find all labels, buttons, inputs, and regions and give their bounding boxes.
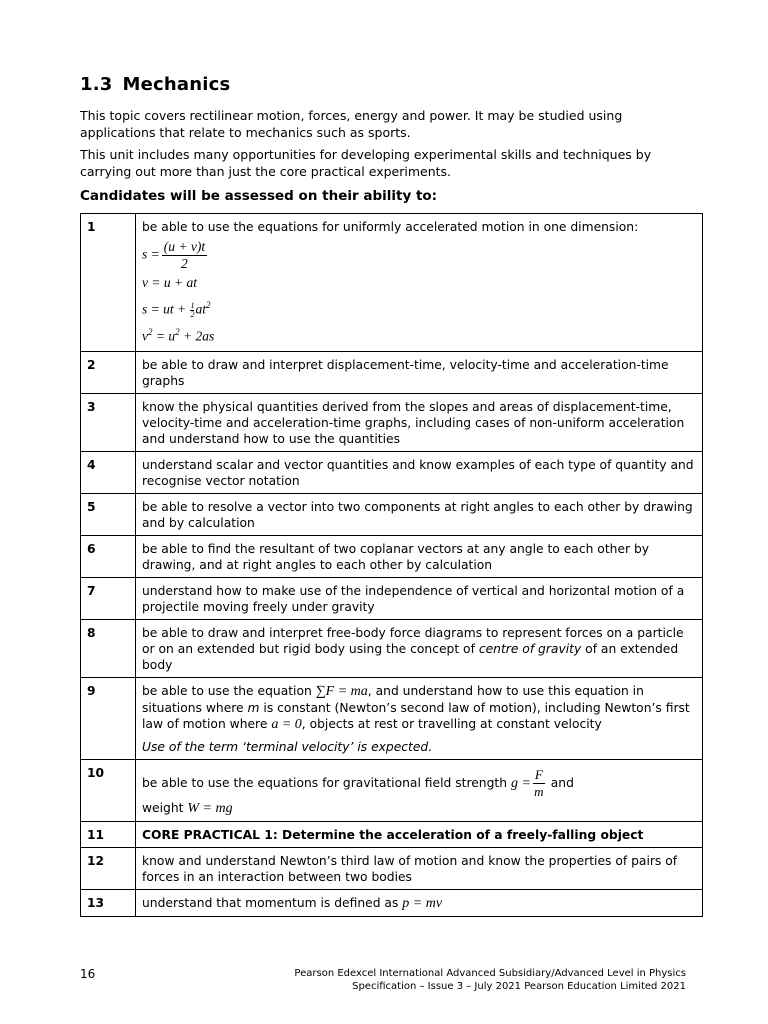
assessment-heading: Candidates will be assessed on their ability to: (80, 188, 438, 204)
table-row (81, 620, 703, 678)
table-row (81, 536, 703, 578)
row-number: 5 (81, 494, 136, 536)
table-row (81, 822, 703, 848)
row-text (136, 620, 703, 678)
row-text-part: , and understand how to use this equation in situations where (142, 684, 644, 715)
eq4-sup1: 2 (148, 326, 153, 337)
row-number: 13 (81, 890, 136, 917)
row-text-body-2 (142, 800, 696, 817)
specification-table (80, 213, 703, 917)
eq3-part-a: s = ut + (142, 301, 190, 317)
row-text: CORE PRACTICAL 1: Determine the acceleration of a freely-falling object (136, 822, 703, 848)
row-number: 6 (81, 536, 136, 578)
row-text-part: understand that momentum is defined as (142, 896, 403, 910)
intro-paragraph-2: This unit includes many opportunities for developing experimental skills and techniques by carrying out more than just the core practical experiments. (80, 147, 652, 179)
row-number: 4 (81, 452, 136, 494)
row-number: 8 (81, 620, 136, 678)
row-number: 9 (81, 678, 136, 760)
table-row (81, 760, 703, 822)
equation-s-ut (142, 294, 696, 321)
row-text-part: weight (142, 801, 188, 815)
momentum-equation: p = mv (402, 896, 443, 911)
row-text-part: of an extended body (142, 642, 679, 672)
eq4-sup2: 2 (175, 326, 180, 337)
footer-line-2: Specification – Issue 3 – July 2021 Pearson Education Limited 2021 (352, 981, 686, 992)
table-row (81, 890, 703, 917)
row-text-part: and (550, 776, 574, 790)
table-row (81, 578, 703, 620)
row-text-part: be able to use the equations for gravitational field strength (142, 776, 511, 790)
row-text-body (142, 767, 696, 800)
row-note: Use of the term ‘terminal velocity’ is expected. (142, 740, 433, 754)
page-number: 16 (80, 967, 96, 981)
zero-acceleration-equation: a = 0 (271, 717, 302, 732)
row-text: understand how to make use of the independence of vertical and horizontal motion of a projectile moving freely under gravity (136, 578, 703, 620)
eq3-half-bottom: 2 (190, 309, 195, 319)
row-text (136, 760, 703, 822)
row-number: 2 (81, 352, 136, 394)
table-row (81, 352, 703, 394)
mass-symbol: m (247, 701, 260, 715)
row-text-part: be able to draw and interpret free-body force diagrams to represent forces on a particle or on an extended but rigid body using the concept of (142, 626, 684, 656)
table-row (81, 678, 703, 760)
row-text: know and understand Newton’s third law of motion and know the properties of pairs of forces in an interaction between two bodies (136, 848, 703, 890)
row-text-emphasis: centre of gravity (478, 642, 582, 656)
eq1-numerator: (u + v)t (163, 239, 206, 254)
table-row (81, 494, 703, 536)
row-number: 12 (81, 848, 136, 890)
weight-equation: W = mg (187, 801, 233, 816)
g-fraction-bottom: m (534, 784, 544, 799)
footer-line-1: Pearson Edexcel International Advanced Subsidiary/Advanced Level in Physics (294, 968, 686, 979)
section-number: 1.3 (80, 74, 113, 95)
row-text: be able to draw and interpret displacement-time, velocity-time and acceleration-time graphs (136, 352, 703, 394)
row-number: 1 (81, 214, 136, 352)
table-row (81, 848, 703, 890)
row-text: know the physical quantities derived from the slopes and areas of displacement-time, velocity-time and acceleration-time graphs, including cases of non-uniform acceleration and understand how to use the quantities (136, 394, 703, 452)
row-text: be able to find the resultant of two coplanar vectors at any angle to each other by drawing, and at right angles to each other by calculation (136, 536, 703, 578)
eq4-part-c: + 2as (179, 328, 215, 343)
row-number: 11 (81, 822, 136, 848)
row-text-body: be able to use the equations for uniformly accelerated motion in one dimension: (142, 220, 639, 234)
row-text-part: be able to use the equation (142, 684, 316, 698)
table-row (81, 214, 703, 352)
equation-v-squared (142, 321, 696, 348)
section-title: Mechanics (122, 74, 231, 95)
row-text (136, 890, 703, 917)
intro-paragraph-1: This topic covers rectilinear motion, forces, energy and power. It may be studied using applications that relate to mechanics such as sports. (80, 108, 623, 140)
table-row (81, 452, 703, 494)
row-text (136, 678, 703, 760)
eq3-half-top: 1 (190, 300, 195, 310)
eq4-part-a: v (142, 328, 148, 343)
eq3-sup: 2 (206, 300, 211, 310)
page-title (80, 74, 230, 95)
eq4-part-b: = u (152, 328, 176, 343)
row-text-part: is constant (Newton’s second law of motion), including Newton’s first law of motion where (142, 701, 690, 731)
eq1-lhs: s = (142, 246, 160, 262)
newton-second-law-equation: ∑F = ma (315, 684, 368, 699)
row-text-body (142, 683, 696, 733)
row-text (136, 214, 703, 352)
table-row (81, 394, 703, 452)
row-number: 10 (81, 760, 136, 822)
g-fraction-top: F (534, 767, 543, 782)
equation-v-u-at: v = u + at (142, 275, 197, 290)
row-text: understand scalar and vector quantities and know examples of each type of quantity and recognise vector notation (136, 452, 703, 494)
eq1-denominator: 2 (181, 256, 188, 271)
row-number: 3 (81, 394, 136, 452)
eq3-half (190, 302, 194, 319)
row-text-part: , objects at rest or travelling at constant velocity (301, 717, 602, 731)
row-text: be able to resolve a vector into two components at right angles to each other by drawing and by calculation (136, 494, 703, 536)
g-equation-lhs: g = (510, 776, 531, 791)
eq3-part-b: at (195, 301, 206, 317)
row-number: 7 (81, 578, 136, 620)
equation-s-average (142, 239, 696, 272)
g-equation-fraction (533, 767, 545, 800)
footer-text (294, 967, 686, 993)
eq1-fraction (162, 239, 207, 272)
